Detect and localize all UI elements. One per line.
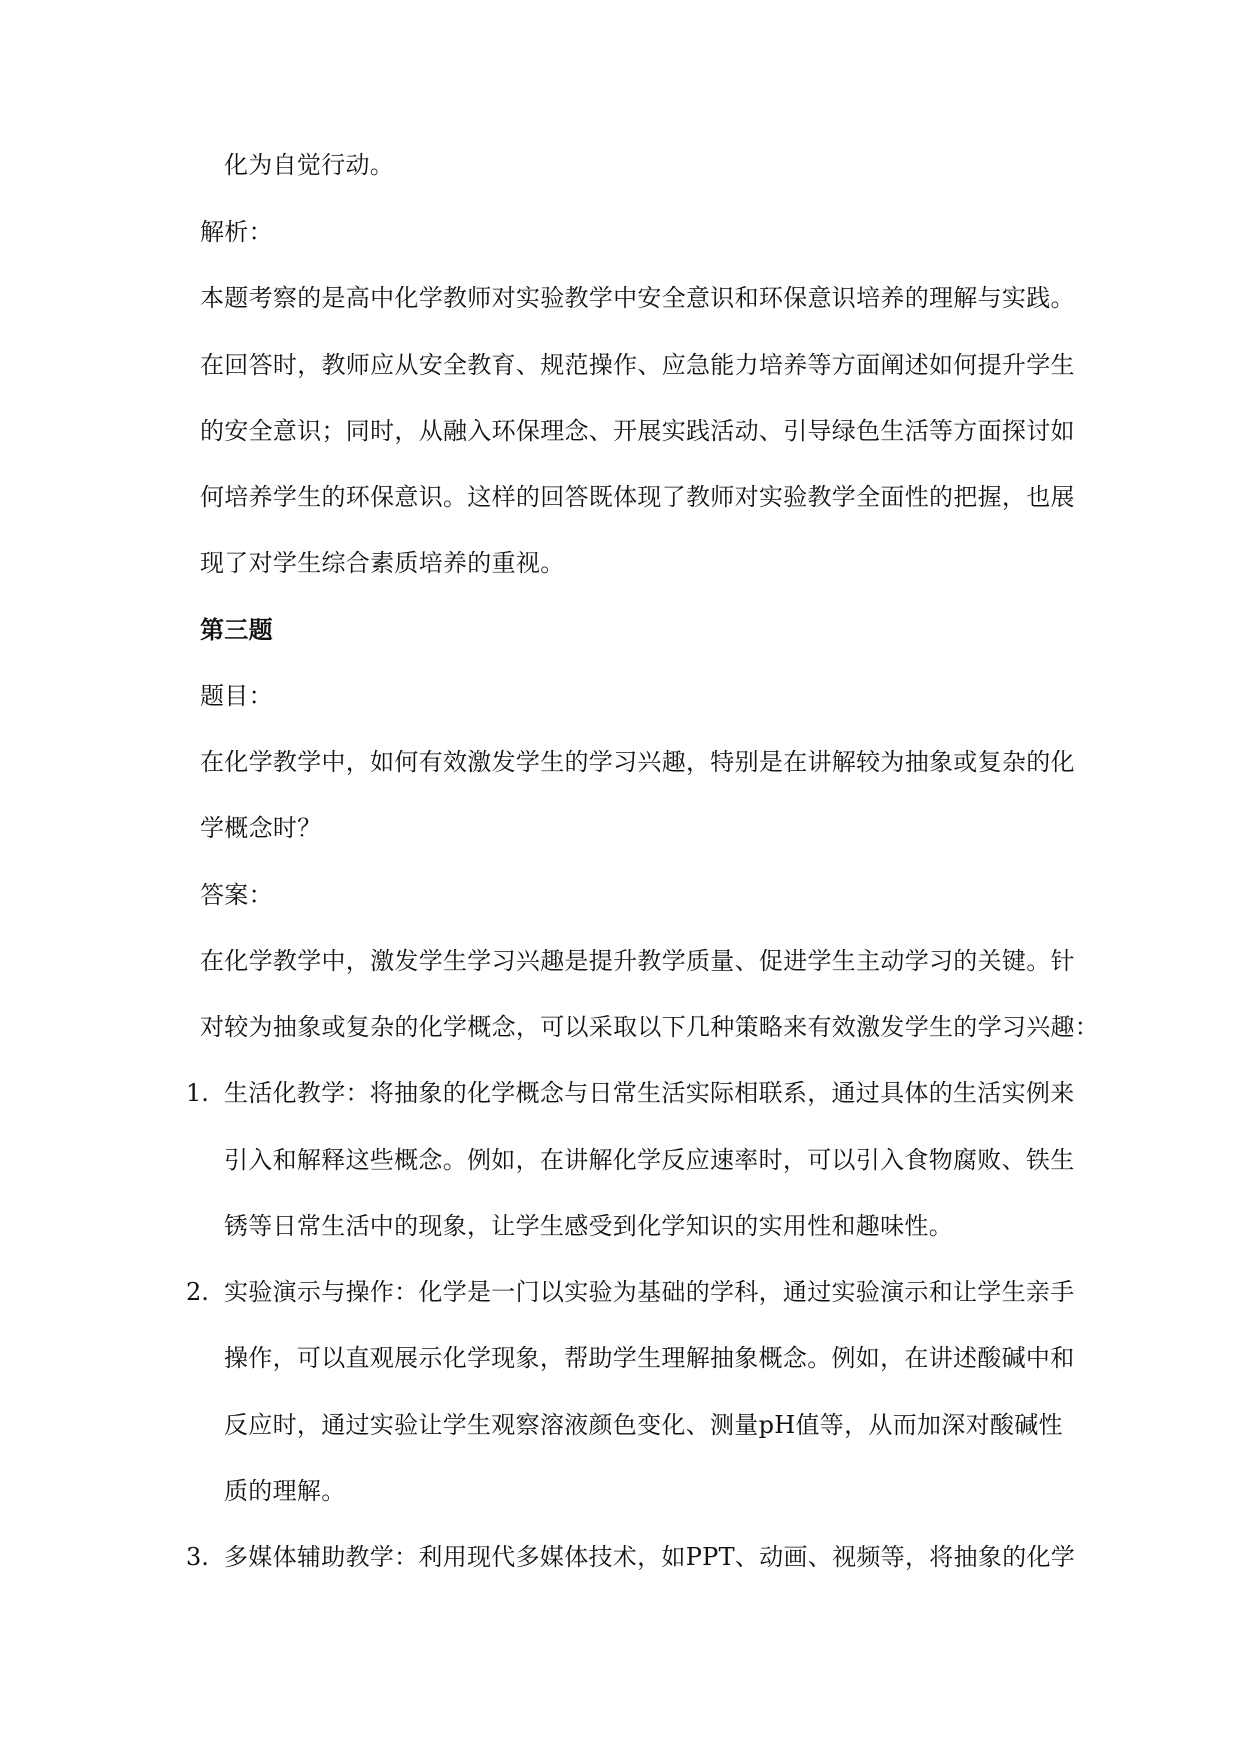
list-item-line: 操作，可以直观展示化学现象，帮助学生理解抽象概念。例如，在讲述酸碱中和 bbox=[224, 1344, 1075, 1372]
question-label: 题目： bbox=[200, 682, 273, 710]
text-line: 现了对学生综合素质培养的重视。 bbox=[200, 549, 565, 577]
list-number: 2. bbox=[186, 1278, 209, 1306]
list-item-line: 质的理解。 bbox=[224, 1477, 346, 1505]
section-heading: 第三题 bbox=[200, 615, 273, 644]
text-line: 何培养学生的环保意识。这样的回答既体现了教师对实验教学全面性的把握，也展 bbox=[200, 483, 1075, 511]
list-item-line: 反应时，通过实验让学生观察溶液颜色变化、测量pH值等，从而加深对酸碱性 bbox=[224, 1411, 1063, 1439]
list-number: 1. bbox=[186, 1079, 209, 1107]
answer-label: 答案： bbox=[200, 881, 273, 909]
text-line: 在回答时，教师应从安全教育、规范操作、应急能力培养等方面阐述如何提升学生 bbox=[200, 351, 1075, 379]
analysis-label: 解析： bbox=[200, 218, 273, 246]
text-line: 学概念时？ bbox=[200, 814, 322, 842]
list-item-line: 锈等日常生活中的现象，让学生感受到化学知识的实用性和趣味性。 bbox=[224, 1212, 953, 1240]
text-line: 对较为抽象或复杂的化学概念，可以采取以下几种策略来有效激发学生的学习兴趣： bbox=[200, 1013, 1100, 1041]
text-line: 的安全意识；同时，从融入环保理念、开展实践活动、引导绿色生活等方面探讨如 bbox=[200, 417, 1075, 445]
list-item-line: 引入和解释这些概念。例如，在讲解化学反应速率时，可以引入食物腐败、铁生 bbox=[224, 1146, 1075, 1174]
text-line: 在化学教学中，激发学生学习兴趣是提升教学质量、促进学生主动学习的关键。针 bbox=[200, 947, 1075, 975]
text-line: 在化学教学中，如何有效激发学生的学习兴趣，特别是在讲解较为抽象或复杂的化 bbox=[200, 748, 1075, 776]
list-number: 3. bbox=[186, 1543, 209, 1571]
list-item-line: 多媒体辅助教学：利用现代多媒体技术，如PPT、动画、视频等，将抽象的化学 bbox=[224, 1543, 1076, 1571]
text-line: 化为自觉行动。 bbox=[224, 151, 395, 179]
list-item-line: 生活化教学：将抽象的化学概念与日常生活实际相联系，通过具体的生活实例来 bbox=[224, 1079, 1075, 1107]
list-item-line: 实验演示与操作：化学是一门以实验为基础的学科，通过实验演示和让学生亲手 bbox=[224, 1278, 1075, 1306]
text-line: 本题考察的是高中化学教师对实验教学中安全意识和环保意识培养的理解与实践。 bbox=[200, 284, 1075, 312]
